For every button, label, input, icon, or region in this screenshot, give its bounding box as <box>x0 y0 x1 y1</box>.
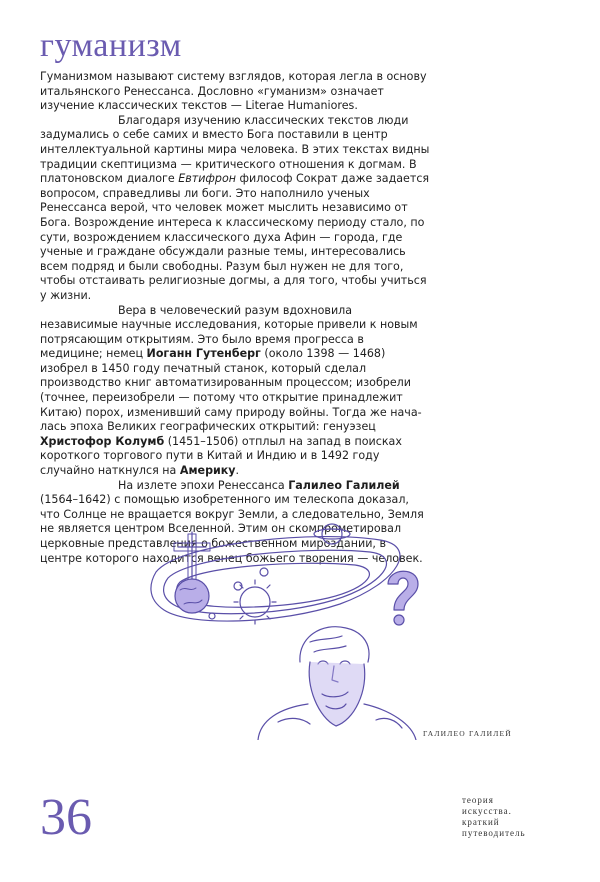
italic-run: Евтифрон <box>178 172 236 186</box>
planet-icon <box>209 613 215 619</box>
paragraph <box>40 304 430 479</box>
text-run: Вера в человеческий разум вдохновила независимые научные исследования, которые привели к новым потрясающим открытиям. Это было время прогресса в медицине; немец <box>40 303 418 361</box>
text-run: . <box>235 464 240 478</box>
book-title-line: путеводитель <box>462 828 526 838</box>
bold-run: Иоганн Гутенберг <box>146 347 261 361</box>
bold-run: Галилео Галилей <box>288 478 400 492</box>
text-run: Гуманизмом называют систему взглядов, которая легла в основу итальянского Ренессанса. Дословно «гуманизм» означает изучение классических текстов — Literae Humaniores. <box>40 70 427 113</box>
article-body <box>40 70 430 566</box>
book-title-line: теория <box>462 795 494 805</box>
text-run: (около 1398 — 1468) изобрел в 1450 году печатный станок, который сделал производство книг автоматизированным процессом; изобрели (точнее, переизобрели — потому что открытие принадлежит Китаю) порох, изменивший саму природу войны. Тогда же началась эпоха Великих географических открытий: генуэзец <box>40 347 422 434</box>
book-title-line: краткий <box>462 817 500 827</box>
paragraph <box>40 114 430 304</box>
planet-icon <box>260 568 268 576</box>
book-title-line: искусства. <box>462 806 512 816</box>
bold-run: Америку <box>179 464 236 478</box>
galileo-illustration <box>150 512 430 740</box>
saturn-icon <box>314 524 350 544</box>
text-run: (1564–1642) с помощью изобретенного им телескопа доказал, что Солнце не вращается вокруг Земли, а следовательно, Земля не является центром Вселенной. Этим он скомпрометировал церковные представления о божественном мироздании, в центре которого находится венец божьего творения — человек. <box>40 493 424 565</box>
text-run: Благодаря изучению классических текстов люди задумались о себе самих и вместо Бога поставили в центр интеллектуальной картины мира человека. В этих текстах видны традиции скептицизма — критического отношения к догмам. В платоновском диалоге <box>40 113 430 186</box>
illustration-caption: ГАЛИЛЕО ГАЛИЛЕЙ <box>423 729 512 738</box>
paragraph <box>40 70 430 114</box>
galileo-portrait <box>258 627 416 740</box>
book-title <box>462 795 582 839</box>
page-number: 36 <box>40 789 92 846</box>
text-run: (1451–1506) отплыл на запад в поисках короткого торгового пути в Китай и Индию и в 1492 году случайно наткнулся на <box>40 434 402 478</box>
bold-run: Христофор Колумб <box>40 434 165 448</box>
sun-icon <box>234 580 276 624</box>
section-title: гуманизм <box>40 27 182 64</box>
text-run: философ Сократ даже задается вопросом, справедливы ли боги. Это наполнило ученых Ренессанса верой, что человек может мыслить независимо от Бога. Возрождение интереса к классическому периоду стало, по сути, возрождением классического духа Афин — города, где ученые и граждане обсуждали разные темы, интересовались всем подряд и были свободны. Разум был нужен не для того, чтобы отстаивать религиозные догмы, а для того, чтобы учиться у жизни. <box>40 172 430 302</box>
question-mark-icon <box>388 571 418 625</box>
text-run: На излете эпохи Ренессанса <box>118 478 289 492</box>
